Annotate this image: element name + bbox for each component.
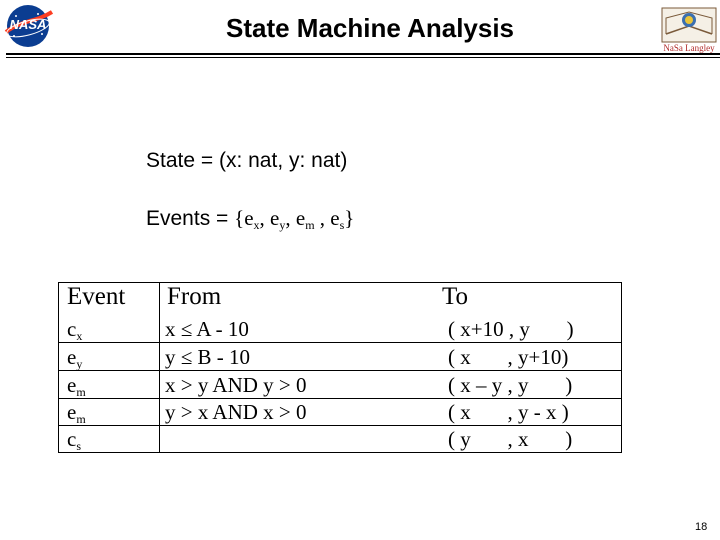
langley-logo-text: NaSa Langley bbox=[663, 43, 715, 53]
header-rule bbox=[6, 53, 720, 55]
to-cell: ( x , y - x ) bbox=[448, 400, 569, 424]
from-cell: y > x AND x > 0 bbox=[165, 400, 307, 424]
events-set: {$e_x$, $e_y$, $e_m$ , $e_s$} bbox=[234, 206, 355, 232]
event-cell: $e_y$ bbox=[67, 345, 83, 371]
header-rule-thin bbox=[6, 57, 720, 58]
row-divider bbox=[59, 398, 621, 399]
transition-table bbox=[58, 282, 622, 453]
row-divider bbox=[59, 425, 621, 426]
page-title: State Machine Analysis bbox=[225, 13, 515, 43]
to-cell: ( y , x ) bbox=[448, 427, 573, 451]
event-cell: $e_m$ bbox=[67, 400, 86, 426]
from-cell: x > y AND y > 0 bbox=[165, 373, 307, 397]
row-divider bbox=[59, 342, 621, 343]
from-cell: x ≤ A - 10 bbox=[165, 317, 249, 341]
to-cell: ( x , y+10) bbox=[448, 345, 569, 369]
header-to: To bbox=[442, 283, 469, 310]
event-cell: $c_x$ bbox=[67, 317, 83, 343]
nasa-logo-text: NASA bbox=[9, 17, 47, 32]
to-cell: ( x+10 , y ) bbox=[448, 317, 574, 341]
header-event: Event bbox=[67, 283, 126, 310]
state-definition: State = (x: nat, y: nat) bbox=[146, 149, 348, 172]
column-divider bbox=[159, 283, 160, 452]
from-cell: y ≤ B - 10 bbox=[165, 345, 251, 369]
event-cell: $e_m$ bbox=[67, 373, 86, 399]
to-cell: ( x – y , y ) bbox=[448, 373, 573, 397]
events-label: Events = bbox=[146, 207, 235, 230]
row-divider bbox=[59, 370, 621, 371]
page-number: 18 bbox=[695, 521, 708, 533]
header-from: From bbox=[167, 283, 222, 310]
events-definition bbox=[146, 206, 354, 231]
event-cell: $c_s$ bbox=[67, 427, 81, 453]
